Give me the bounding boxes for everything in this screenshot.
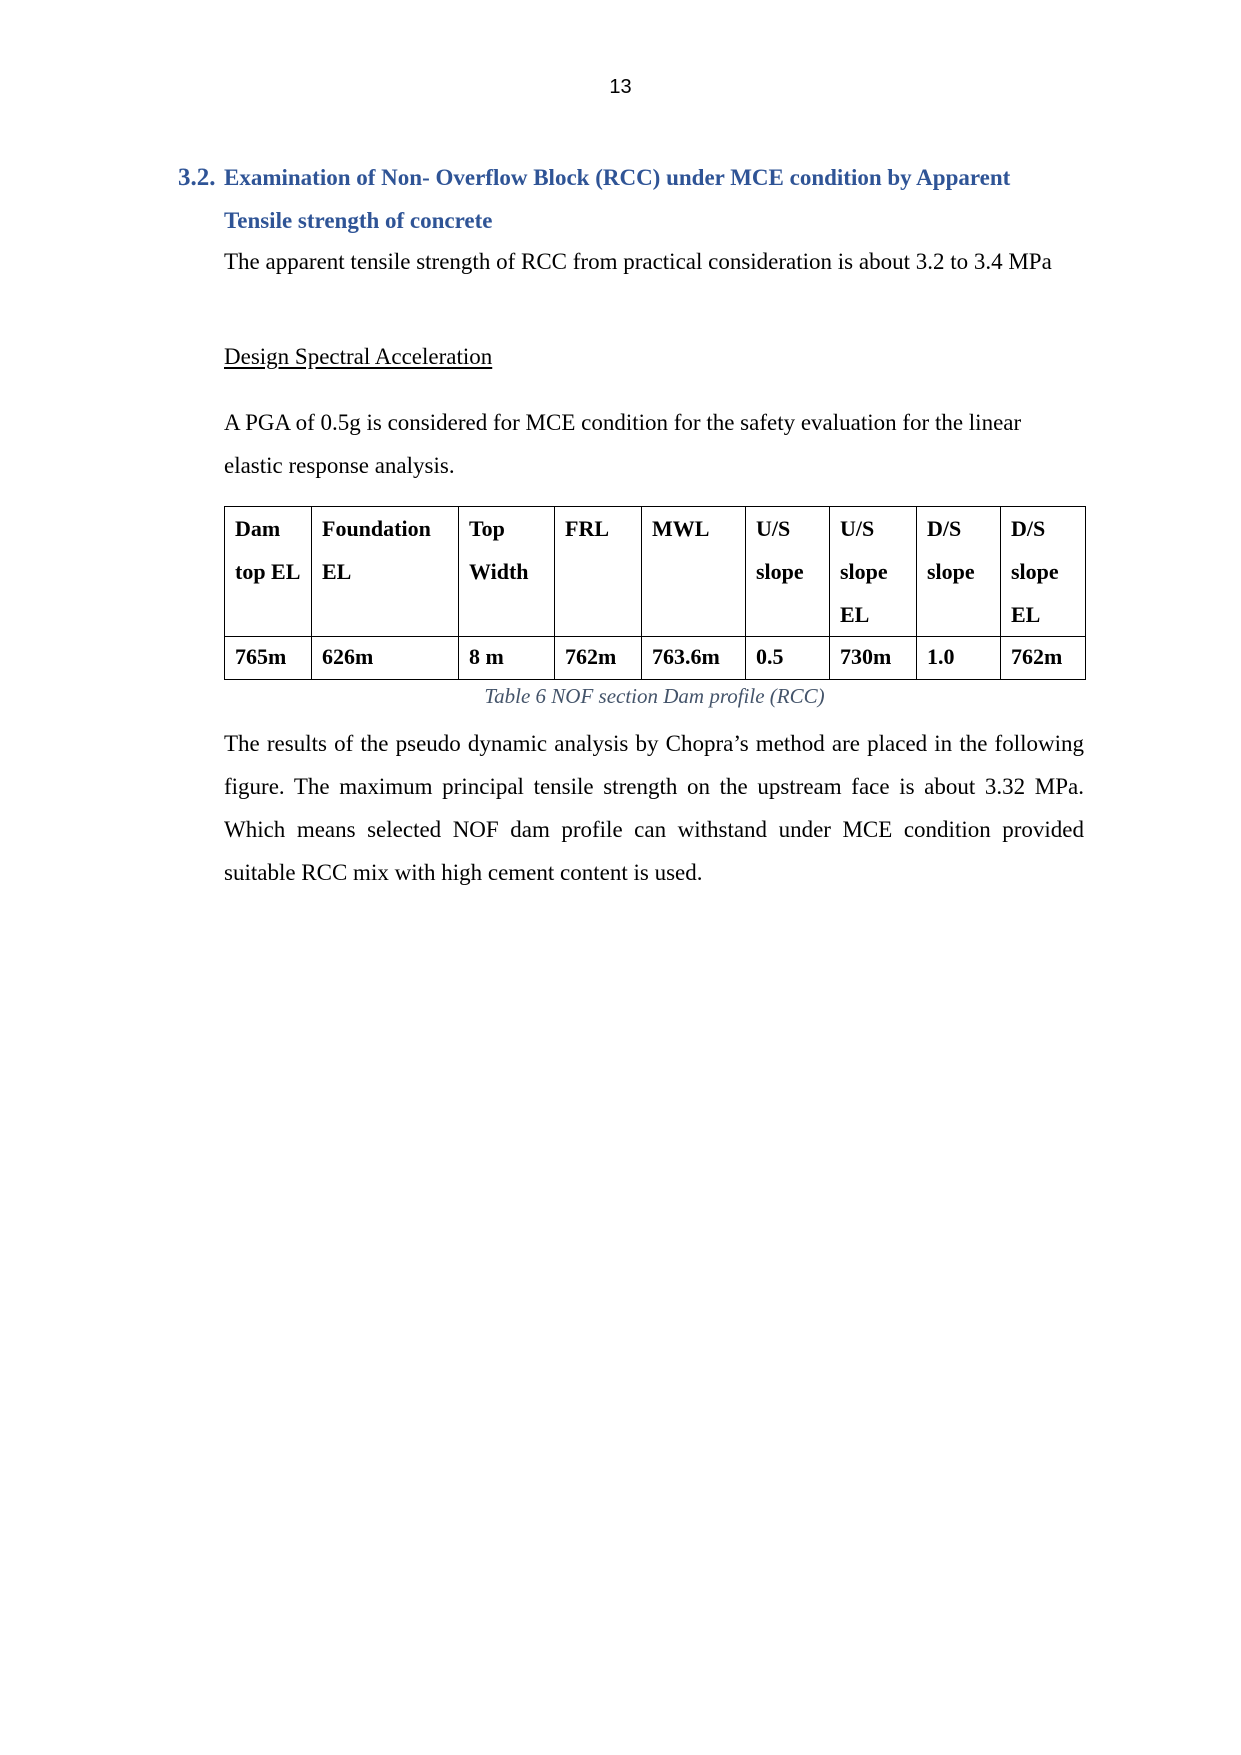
table-cell: 762m bbox=[1001, 637, 1086, 680]
table-cell: 8 m bbox=[459, 637, 555, 680]
section-heading-line1 bbox=[178, 156, 1078, 199]
subheading-design-spectral-acceleration: Design Spectral Acceleration bbox=[224, 344, 493, 369]
table-cell: 730m bbox=[830, 637, 917, 680]
table-header-row bbox=[225, 507, 1086, 637]
table-header-cell: U/S slope EL bbox=[830, 507, 917, 637]
paragraph-results: The results of the pseudo dynamic analysis by Chopra’s method are placed in the following figure. The maximum principal tensile strength on the upstream face is about 3.32 MPa. Which means selected NOF dam profile can withstand under MCE condition provided suitable RCC mix with high cement content is used. bbox=[224, 731, 1084, 885]
table-caption: Table 6 NOF section Dam profile (RCC) bbox=[484, 684, 825, 708]
paragraph-pga: A PGA of 0.5g is considered for MCE condition for the safety evaluation for the linear elastic response analysis. bbox=[224, 410, 1022, 478]
table-header-cell: Foundation EL bbox=[312, 507, 459, 637]
table-row bbox=[225, 637, 1086, 680]
table-header-cell: D/S slope EL bbox=[1001, 507, 1086, 637]
page-number: 13 bbox=[609, 76, 632, 98]
table-header-cell: D/S slope bbox=[917, 507, 1001, 637]
table-cell: 626m bbox=[312, 637, 459, 680]
table-cell: 763.6m bbox=[642, 637, 746, 680]
table-header-cell: FRL bbox=[555, 507, 642, 637]
section-number: 3.2. bbox=[178, 164, 216, 191]
table-cell: 762m bbox=[555, 637, 642, 680]
table-cell: 0.5 bbox=[746, 637, 830, 680]
table-header-cell: Dam top EL bbox=[225, 507, 312, 637]
table-cell: 1.0 bbox=[917, 637, 1001, 680]
section-title-line1: Examination of Non- Overflow Block (RCC) under MCE condition by Apparent bbox=[224, 165, 1011, 190]
dam-profile-table bbox=[224, 506, 1086, 680]
paragraph-tensile-strength: The apparent tensile strength of RCC from practical consideration is about 3.2 to 3.4 MPa bbox=[224, 249, 1052, 274]
section-heading bbox=[178, 156, 1078, 242]
section-title-line2: Tensile strength of concrete bbox=[224, 208, 493, 233]
table-header-cell: Top Width bbox=[459, 507, 555, 637]
table-header-cell: MWL bbox=[642, 507, 746, 637]
table-cell: 765m bbox=[225, 637, 312, 680]
table-header-cell: U/S slope bbox=[746, 507, 830, 637]
